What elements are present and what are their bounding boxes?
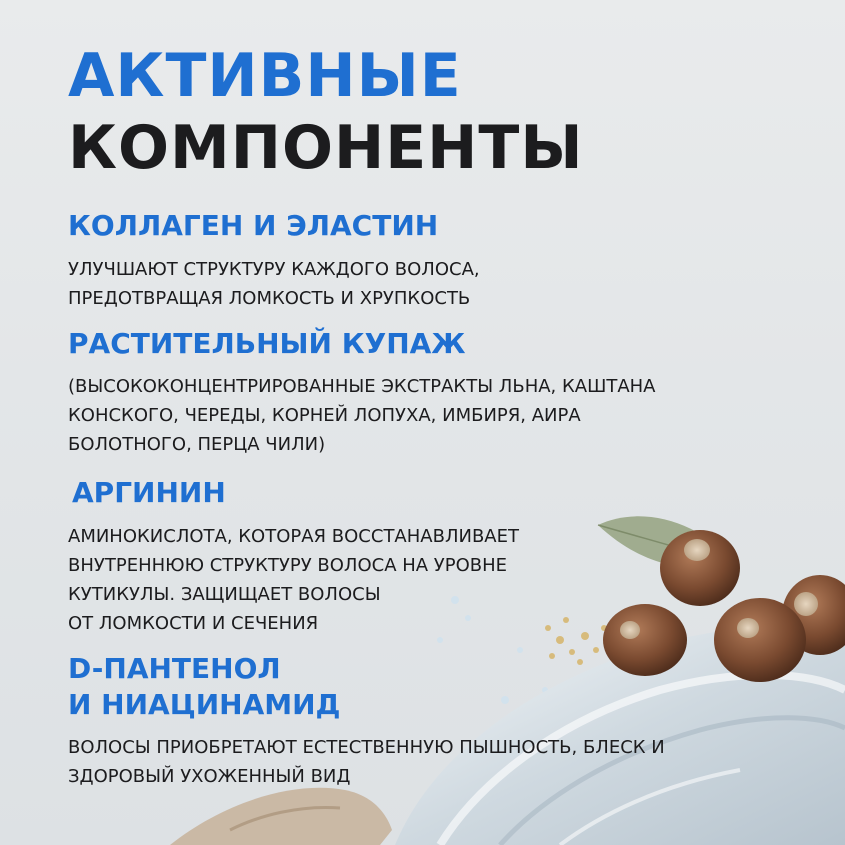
arginine-desc-line-2: ВНУТРЕННЮЮ СТРУКТУРУ ВОЛОСА НА УРОВНЕ (68, 555, 508, 576)
panthenol-desc-line-2: ЗДОРОВЫЙ УХОЖЕННЫЙ ВИД (68, 766, 351, 787)
collagen-desc-line-2: ПРЕДОТВРАЩАЯ ЛОМКОСТЬ И ХРУПКОСТЬ (68, 288, 471, 309)
arginine-desc-line-1: АМИНОКИСЛОТА, КОТОРАЯ ВОССТАНАВЛИВАЕТ (68, 526, 519, 547)
plant-blend-desc-line-1: (ВЫСОКОКОНЦЕНТРИРОВАННЫЕ ЭКСТРАКТЫ ЛЬНА, КАШТАНА (68, 376, 656, 397)
plant-blend-desc-line-3: БОЛОТНОГО, ПЕРЦА ЧИЛИ) (68, 434, 326, 455)
arginine-desc-line-4: ОТ ЛОМКОСТИ И СЕЧЕНИЯ (68, 613, 319, 634)
heading-collagen-elastin: КОЛЛАГЕН И ЭЛАСТИН (68, 209, 439, 242)
arginine-desc-line-3: КУТИКУЛЫ. ЗАЩИЩАЕТ ВОЛОСЫ (68, 584, 381, 605)
heading-plant-blend: РАСТИТЕЛЬНЫЙ КУПАЖ (68, 327, 466, 360)
plant-blend-desc-line-2: КОНСКОГО, ЧЕРЕДЫ, КОРНЕЙ ЛОПУХА, ИМБИРЯ, АИРА (68, 405, 581, 426)
heading-d-panthenol: D-ПАНТЕНОЛ (68, 652, 281, 685)
heading-arginine: АРГИНИН (72, 476, 226, 509)
panthenol-desc-line-1: ВОЛОСЫ ПРИОБРЕТАЮТ ЕСТЕСТВЕННУЮ ПЫШНОСТЬ, БЛЕСК И (68, 737, 665, 758)
page-title-line-2: КОМПОНЕНТЫ (68, 113, 584, 183)
heading-niacinamide: И НИАЦИНАМИД (68, 688, 341, 721)
page-title-line-1: АКТИВНЫЕ (68, 41, 462, 111)
collagen-desc-line-1: УЛУЧШАЮТ СТРУКТУРУ КАЖДОГО ВОЛОСА, (68, 259, 480, 280)
